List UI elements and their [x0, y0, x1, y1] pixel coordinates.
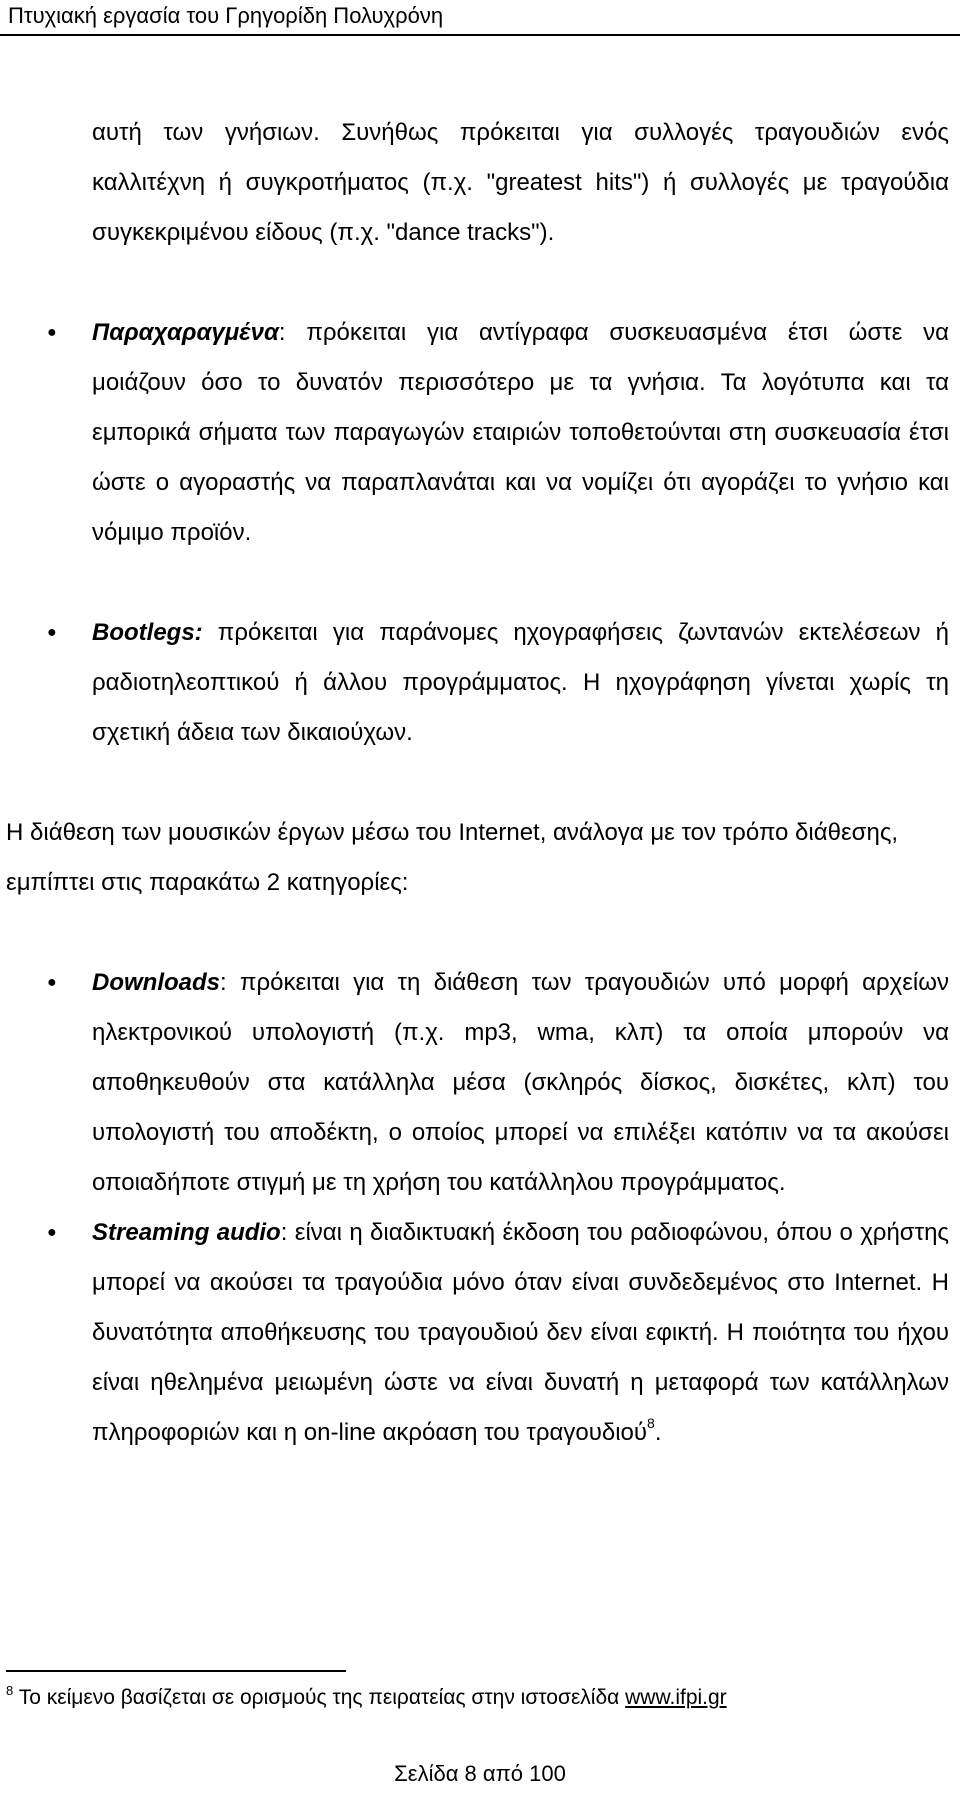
definition-text: πρόκειται για αντίγραφα συσκευασμένα έτσι ώστε να μοιάζουν όσο το δυνατόν περισσότερο με τα γνήσια. Τα λογότυπα και τα εμπορικά σήματα των παραγωγών εταιριών τοποθετούνται στη συσκευασία έτσι ώστε ο αγοραστής να παραπλανάται και να νομίζει ότι αγοράζει το γνήσιο και νόμιμο προϊόν. [92, 319, 949, 546]
list-item-downloads [0, 958, 949, 1208]
term-separator: : [220, 969, 227, 996]
footnote-marker: 8 [6, 1683, 14, 1698]
term-separator: : [278, 319, 286, 346]
body-paragraph: Η διάθεση των μουσικών έργων μέσω του Internet, ανάλογα με τον τρόπο διάθεσης, εμπίπτει στις παρακάτω 2 κατηγορίες: [6, 819, 899, 896]
header-divider [0, 34, 960, 36]
distribution-types-list [0, 958, 960, 1458]
list-item-counterfeit [0, 308, 949, 558]
page-body [0, 108, 960, 1458]
sentence-end: . [654, 1419, 662, 1446]
bullet-icon: ● [47, 324, 57, 341]
continued-list-text: αυτή των γνήσιων. Συνήθως πρόκειται για συλλογές τραγουδιών ενός καλλιτέχνη ή συγκροτήματος (π.χ. "greatest hits") ή συλλογές με τραγούδια συγκεκριμένου είδους (π.χ. "dance tracks"). [92, 119, 949, 246]
definition-text: πρόκειται για παράνομες ηχογραφήσεις ζωντανών εκτελέσεων ή ραδιοτηλεοπτικού ή άλλου προγράμματος. Η ηχογράφηση γίνεται χωρίς τη σχετική άδεια των δικαιούχων. [92, 619, 949, 746]
footnote-reference[interactable]: 8 [647, 1415, 655, 1431]
footnote-link[interactable]: www.ifpi.gr [625, 1686, 727, 1709]
definition-text: είναι η διαδικτυακή έκδοση του ραδιοφώνου, όπου ο χρήστης μπορεί να ακούσει τα τραγούδια μόνο όταν είναι συνδεδεμένος στο Internet. Η δυνατότητα αποθήκευσης του τραγουδιού δεν είναι εφικτή. Η ποιότητα του ήχου είναι ηθελημένα μειωμένη ώστε να είναι δυνατή η μεταφορά των κατάλληλων πληροφοριών και η on-line ακρόαση του τραγουδιού [92, 1219, 949, 1446]
list-item-streaming [0, 1208, 949, 1458]
bullet-icon: ● [47, 624, 57, 641]
term-streaming: Streaming audio [92, 1219, 281, 1246]
definition-text: πρόκειται για τη διάθεση των τραγουδιών υπό μορφή αρχείων ηλεκτρονικού υπολογιστή (π.χ. mp3, wma, κλπ) τα οποία μπορούν να αποθηκευθούν στα κατάλληλα μέσα (σκληρός δίσκος, δισκέτες, κλπ) του υπολογιστή του αποδέκτη, ο οποίος μπορεί να επιλέξει κατόπιν να τα ακούσει οποιαδήποτε στιγμή με τη χρήση του κατάλληλου προγράμματος. [92, 969, 949, 1196]
footnote-divider [6, 1670, 346, 1672]
term-counterfeit: Παραχαραγμένα [92, 319, 279, 346]
list-item-bootlegs [0, 608, 949, 758]
term-downloads: Downloads [92, 969, 221, 996]
term-bootlegs: Bootlegs: [92, 619, 203, 646]
term-separator: : [280, 1219, 288, 1246]
bullet-icon: ● [47, 1224, 57, 1241]
bullet-icon: ● [47, 974, 57, 991]
footnote [6, 1684, 727, 1712]
piracy-types-list [0, 308, 960, 758]
page-number: Σελίδα 8 από 100 [394, 1761, 566, 1786]
running-header: Πτυχιακή εργασία του Γρηγορίδη Πολυχρόνη [8, 3, 444, 28]
footnote-text: Το κείμενο βασίζεται σε ορισμούς της πειρατείας στην ιστοσελίδα [13, 1686, 626, 1709]
